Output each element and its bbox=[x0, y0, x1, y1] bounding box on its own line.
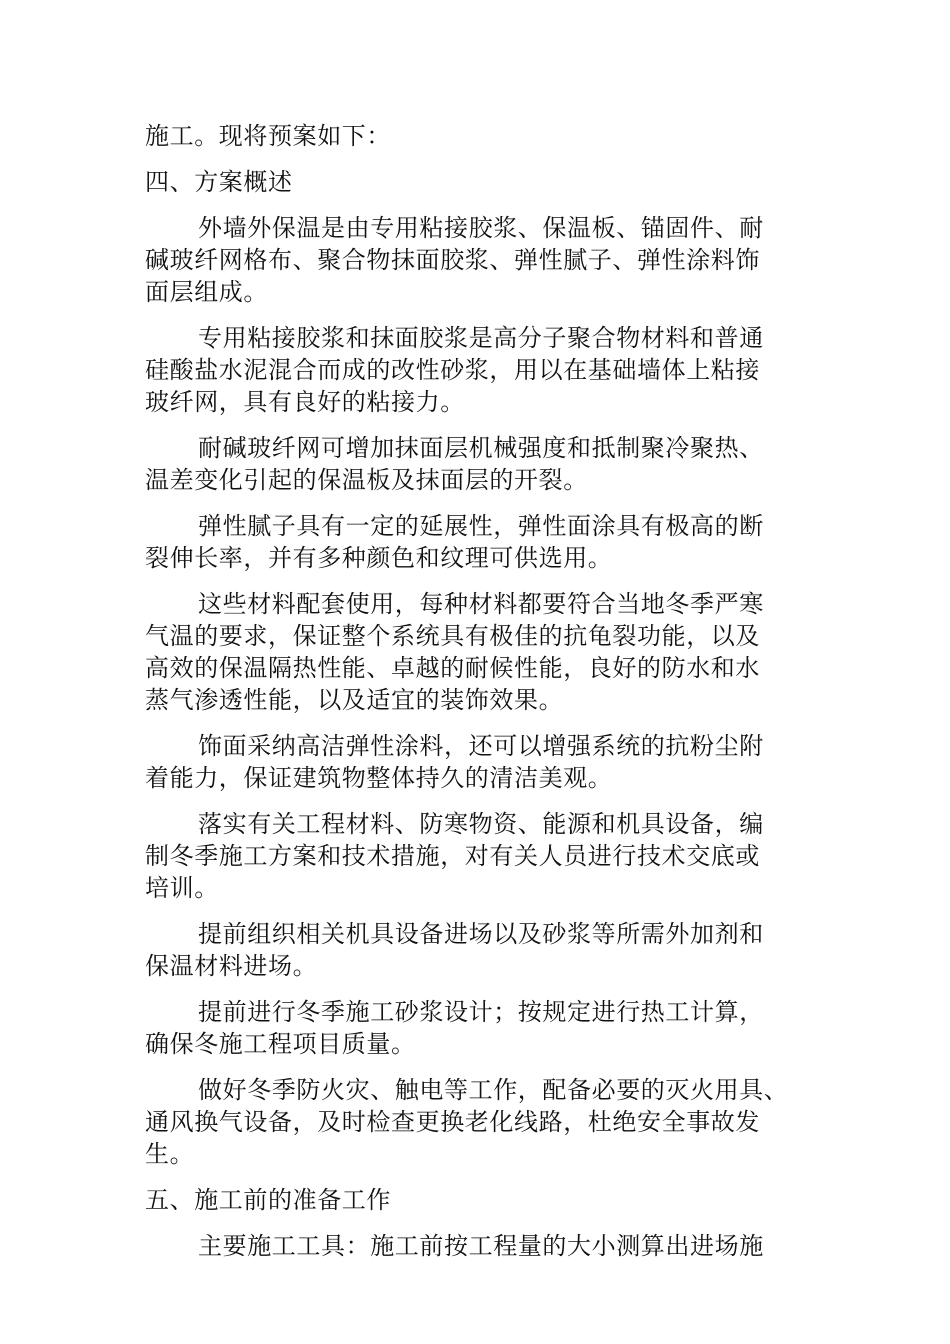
text-line: 玻纤网，具有良好的粘接力。 bbox=[145, 388, 465, 416]
text-line: 外墙外保温是由专用粘接胶浆、保温板、锚固件、耐 bbox=[198, 214, 764, 242]
paragraph bbox=[145, 808, 805, 904]
text-line: 施工。现将预案如下： bbox=[145, 122, 391, 150]
paragraph bbox=[145, 996, 805, 1060]
text-line: 着能力，保证建筑物整体持久的清洁美观。 bbox=[145, 764, 613, 792]
text-line: 提前组织相关机具设备进场以及砂浆等所需外加剂和 bbox=[198, 920, 764, 948]
text-line: 制冬季施工方案和技术措施，对有关人员进行技术交底或 bbox=[145, 842, 760, 870]
text-line: 硅酸盐水泥混合而成的改性砂浆，用以在基础墙体上粘接 bbox=[145, 356, 760, 384]
text-line: 培训。 bbox=[145, 874, 219, 902]
paragraph bbox=[145, 212, 805, 308]
document-page bbox=[145, 120, 805, 1262]
text-line: 饰面采纳高洁弹性涂料，还可以增强系统的抗粉尘附 bbox=[198, 732, 764, 760]
paragraph bbox=[145, 1230, 805, 1262]
text-line: 碱玻纤网格布、聚合物抹面胶浆、弹性腻子、弹性涂料饰 bbox=[145, 246, 760, 274]
text-line: 生。 bbox=[145, 1140, 195, 1168]
heading-text: 五、施工前的准备工作 bbox=[145, 1186, 391, 1214]
text-line: 高效的保温隔热性能、卓越的耐候性能，良好的防水和水 bbox=[145, 654, 760, 682]
text-line: 气温的要求，保证整个系统具有极佳的抗龟裂功能，以及 bbox=[145, 622, 760, 650]
paragraph bbox=[145, 730, 805, 794]
text-line: 面层组成。 bbox=[145, 278, 268, 306]
text-line: 裂伸长率，并有多种颜色和纹理可供选用。 bbox=[145, 544, 613, 572]
text-line: 蒸气渗透性能，以及适宜的装饰效果。 bbox=[145, 686, 564, 714]
text-line: 耐碱玻纤网可增加抹面层机械强度和抵制聚冷聚热、 bbox=[198, 434, 764, 462]
text-line: 温差变化引起的保温板及抹面层的开裂。 bbox=[145, 466, 588, 494]
text-line: 通风换气设备，及时检查更换老化线路，杜绝安全事故发 bbox=[145, 1108, 760, 1136]
paragraph bbox=[145, 322, 805, 418]
section-heading-5 bbox=[145, 1184, 805, 1216]
text-line: 做好冬季防火灾、触电等工作，配备必要的灭火用具、 bbox=[198, 1076, 789, 1104]
text-line: 这些材料配套使用，每种材料都要符合当地冬季严寒 bbox=[198, 590, 764, 618]
paragraph bbox=[145, 510, 805, 574]
text-line: 弹性腻子具有一定的延展性，弹性面涂具有极高的断 bbox=[198, 512, 764, 540]
paragraph bbox=[145, 588, 805, 716]
paragraph bbox=[145, 918, 805, 982]
paragraph bbox=[145, 432, 805, 496]
text-line: 确保冬施工程项目质量。 bbox=[145, 1030, 416, 1058]
continuation-text bbox=[145, 120, 805, 152]
paragraph bbox=[145, 1074, 805, 1170]
section-heading-4 bbox=[145, 166, 805, 198]
text-line: 保温材料进场。 bbox=[145, 952, 318, 980]
text-line: 提前进行冬季施工砂浆设计；按规定进行热工计算， bbox=[198, 998, 764, 1026]
text-line: 落实有关工程材料、防寒物资、能源和机具设备，编 bbox=[198, 810, 764, 838]
heading-text: 四、方案概述 bbox=[145, 168, 293, 196]
text-line: 主要施工工具：施工前按工程量的大小测算出进场施 bbox=[198, 1232, 764, 1260]
text-line: 专用粘接胶浆和抹面胶浆是高分子聚合物材料和普通 bbox=[198, 324, 764, 352]
